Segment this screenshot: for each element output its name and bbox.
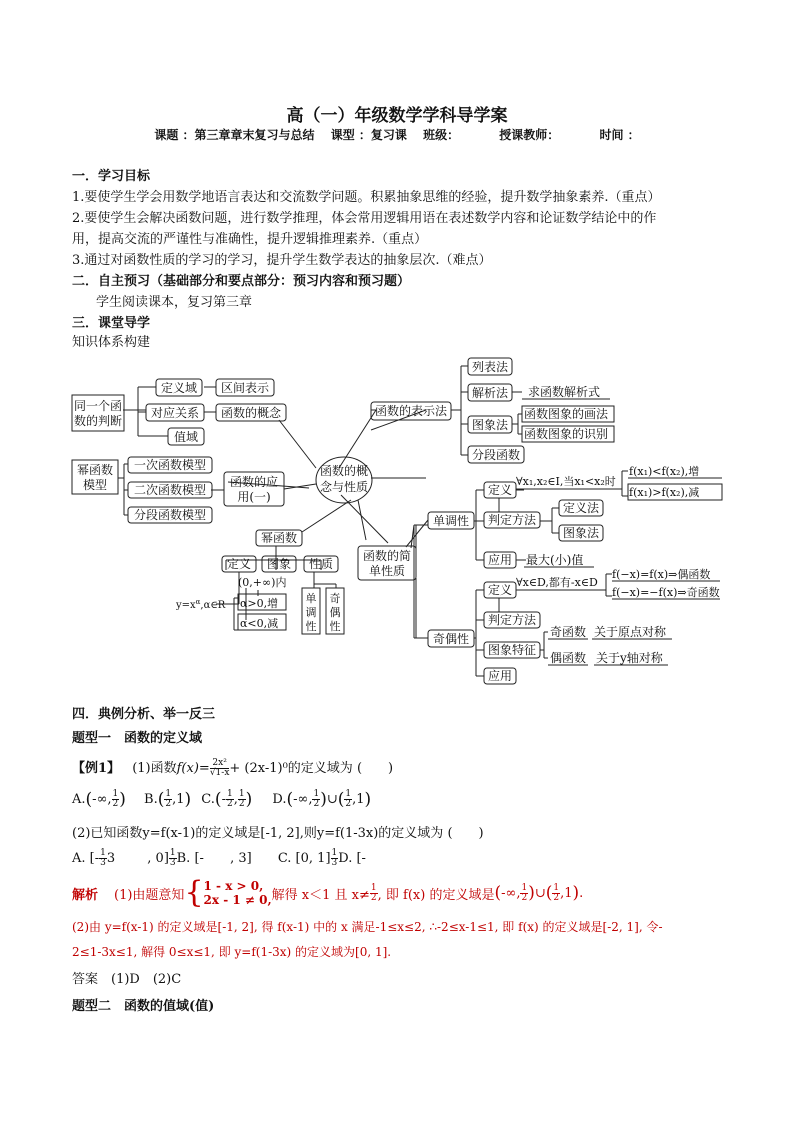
- power-model-text: 模型: [82, 478, 108, 492]
- option-c: , 3]: [230, 851, 252, 866]
- parity-item-text: 定义: [487, 583, 513, 597]
- power-def-rest: ,α∈R: [200, 600, 226, 611]
- parity-def-text: ∀x∈D,都有-x∈D: [516, 576, 598, 589]
- q2-options: [72, 849, 366, 868]
- mono-case-text: f(x₁)>f(x₂),减: [629, 486, 700, 499]
- range-text: 值域: [173, 430, 199, 444]
- mono-app-text: 最大(小)值: [526, 553, 584, 567]
- knowledge-mindmap: [66, 350, 736, 695]
- solution-part2-line1: (2)由 y=f(x-1) 的定义域是[-1, 2], 得 f(x-1) 中的 x 满足-1≤x≤2, ∴-2≤x-1≤1, 即 f(x) 的定义域是[-2, 1], 令-: [72, 920, 663, 934]
- section1-heading: 一．学习目标: [72, 169, 151, 184]
- graph-sub-text: 函数图象的画法: [524, 407, 609, 421]
- option-b: , 0] $\frac{1}{3}$ B. [-: [147, 848, 204, 868]
- parity-case-text: f(−x)=−f(x)⇒奇函数: [612, 586, 720, 599]
- q1-num: 2x²: [210, 759, 230, 769]
- option-d: C. [0, 1] $\frac{1}{3}$ D. [-: [277, 848, 366, 868]
- application-text: 用(一): [237, 490, 271, 504]
- option-a: A.(-∞, $\frac{1}{2}$ ): [72, 788, 126, 809]
- graph-feat-text: 奇函数: [550, 625, 587, 639]
- graph-sub-text: 函数图象的识别: [524, 427, 609, 441]
- model-text: 二次函数模型: [133, 483, 207, 497]
- power-def-exp: α: [195, 598, 201, 606]
- preview-content: 学生阅读课本，复习第三章: [96, 295, 253, 310]
- sol1-post: , 即 f(x) 的定义域是: [377, 887, 495, 903]
- simple-props-text: 单性质: [368, 564, 406, 578]
- svg-text:调: 调: [305, 606, 317, 619]
- goal-line: 2.要使学生会解决函数问题，进行数学推理，体会常用逻辑用语在表述数学内容和论证数学结论中的作: [72, 211, 657, 226]
- mono-item-text: 判定方法: [487, 513, 537, 527]
- graph-feat-text: 偶函数: [550, 651, 587, 665]
- lesson-info-line: [0, 126, 794, 143]
- mono-case-text: f(x₁)<f(x₂),增: [629, 465, 700, 478]
- svg-text:性: 性: [329, 620, 341, 633]
- option-c: C.(- $\frac{1}{2}$ , $\frac{1}{2}$ ): [201, 788, 253, 809]
- type1-heading: 题型一 函数的定义域: [72, 731, 203, 746]
- parity-item-text: 图象特征: [487, 643, 537, 657]
- model-text: 分段函数模型: [133, 508, 207, 522]
- judge-method-text: 图象法: [562, 526, 600, 540]
- power-child-text: 定义: [226, 557, 252, 571]
- solution-label: 解析: [72, 887, 99, 903]
- judge-method-text: 定义法: [562, 501, 600, 515]
- power-model-text: 幂函数: [76, 463, 114, 477]
- monotonicity-text: 单调性: [432, 514, 470, 528]
- svg-text:性: 性: [305, 620, 317, 633]
- solution-part2-line2: 2≤1-3x≤1, 解得 0≤x≤1, 即 y=f(1-3x) 的定义域为[0, 1].: [72, 945, 392, 959]
- power-function-text: 幂函数: [260, 531, 298, 545]
- section2-heading: 二．自主预习（基础部分和要点部分：预习内容和预习题）: [72, 274, 411, 289]
- mapping-text: 对应关系: [150, 406, 200, 420]
- q1-pre: (1)函数: [132, 761, 177, 776]
- representation-text: 函数的表示法: [374, 404, 448, 418]
- topic-label: 课题 ：第三章章末复习与总结: [154, 128, 315, 142]
- method-text: 分段函数: [471, 448, 521, 462]
- type-label: 课型 ：复习课: [330, 128, 407, 142]
- power-child-text: 图象: [266, 557, 292, 571]
- analytic-sub-text: 求函数解析式: [528, 385, 601, 399]
- q1-post: + (2x-1)⁰的定义域为 ( ): [229, 761, 394, 776]
- option-b: B.( $\frac{1}{2}$ ,1): [144, 788, 192, 809]
- time-label: 时间 ：: [599, 128, 640, 142]
- parity-item-text: 应用: [487, 669, 513, 683]
- q1-fx: f(x): [176, 761, 199, 776]
- example1-q2: (2)已知函数y=f(x-1)的定义域是[-1, 2],则y=f(1-3x)的定义域为 ( ): [72, 826, 484, 841]
- model-text: 一次函数模型: [133, 458, 207, 472]
- method-text: 列表法: [471, 360, 509, 374]
- type2-heading: 题型二 函数的值域(值): [72, 999, 215, 1014]
- section4-heading: 四．典例分析、举一反三: [72, 707, 216, 722]
- section3-heading: 三．课堂导学: [72, 316, 151, 331]
- page-title: 高（一）年级数学学科导学案: [286, 106, 508, 126]
- power-def-formula: y=x: [176, 600, 196, 611]
- power-case-text: α<0,减: [240, 617, 279, 630]
- goal-line: 1.要使学生学会用数学地语言表达和交流数学问题。积累抽象思维的经验，提升数学抽象素养.（重点）: [72, 190, 661, 205]
- solution-part1: 解析 (1)由题意知 { 1 - x > 0, 2x - 1 ≠ 0, 解得 x＜1 且 x≠ $\frac{1}{2}$ , 即 f(x) 的定义域是 ( -∞, $\frac{1}{2}$ ) ∪ ( $\frac{1}{2}$ ,1 ) .: [72, 875, 584, 910]
- center-text: 念与性质: [319, 480, 369, 494]
- parity-case-text: f(−x)=f(x)⇒偶函数: [612, 568, 711, 581]
- sol1-pre: (1)由题意知: [114, 887, 185, 903]
- section3-sub: 知识体系构建: [72, 335, 151, 350]
- svg-text:奇: 奇: [329, 592, 341, 605]
- method-text: 解析法: [471, 386, 509, 400]
- parity-item-text: 判定方法: [487, 613, 537, 627]
- goal-line: 3.通过对函数性质的学习的学习，提升学生数学表达的抽象层次.（难点）: [72, 253, 492, 268]
- sol1-system: 1 - x > 0, 2x - 1 ≠ 0,: [203, 879, 272, 907]
- power-case-text: α>0,增: [240, 597, 279, 610]
- sol1-mid: 解得 x＜1 且 x≠: [271, 887, 370, 903]
- power-domain-note: (0,+∞)内: [238, 576, 287, 589]
- judge-text: 数的判断: [73, 414, 123, 428]
- option-d: D.(-∞, $\frac{1}{2}$ )∪( $\frac{1}{2}$ ,1): [272, 788, 372, 809]
- simple-props-text: 函数的简: [362, 549, 412, 563]
- goal-line: 用，提高交流的严谨性与准确性，提升逻辑推理素养.（重点）: [72, 232, 428, 247]
- q1-den: √1-x: [209, 768, 230, 778]
- mono-def-text: ∀x₁,x₂∈I,当x₁<x₂时: [516, 475, 616, 488]
- application-text: 函数的应: [229, 475, 279, 489]
- mono-item-text: 定义: [487, 483, 513, 497]
- parity-text: 奇偶性: [432, 632, 470, 646]
- svg-text:偶: 偶: [329, 606, 341, 619]
- concept-text: 函数的概念: [220, 406, 282, 420]
- domain-text: 定义域: [160, 381, 198, 395]
- interval-text: 区间表示: [220, 381, 270, 395]
- judge-text: 同一个函: [73, 399, 123, 413]
- teacher-label: 授课教师：: [499, 128, 560, 142]
- power-child-text: 性质: [308, 557, 334, 571]
- option-a: A. [- $\frac{1}{3}$ 3: [72, 848, 116, 868]
- method-text: 图象法: [471, 418, 509, 432]
- q1-options: [72, 789, 371, 809]
- mono-item-text: 应用: [487, 553, 513, 567]
- graph-sym-text: 关于y轴对称: [596, 651, 663, 665]
- example-label: 【例1】: [72, 761, 121, 776]
- graph-sym-text: 关于原点对称: [594, 625, 667, 639]
- example1-q1: [72, 757, 393, 778]
- svg-text:单: 单: [305, 592, 317, 605]
- q1-eq: =: [198, 761, 210, 776]
- answer-line: 答案 (1)D (2)C: [72, 972, 182, 987]
- center-text: 函数的概: [319, 464, 369, 478]
- class-label: 班级：: [423, 128, 460, 142]
